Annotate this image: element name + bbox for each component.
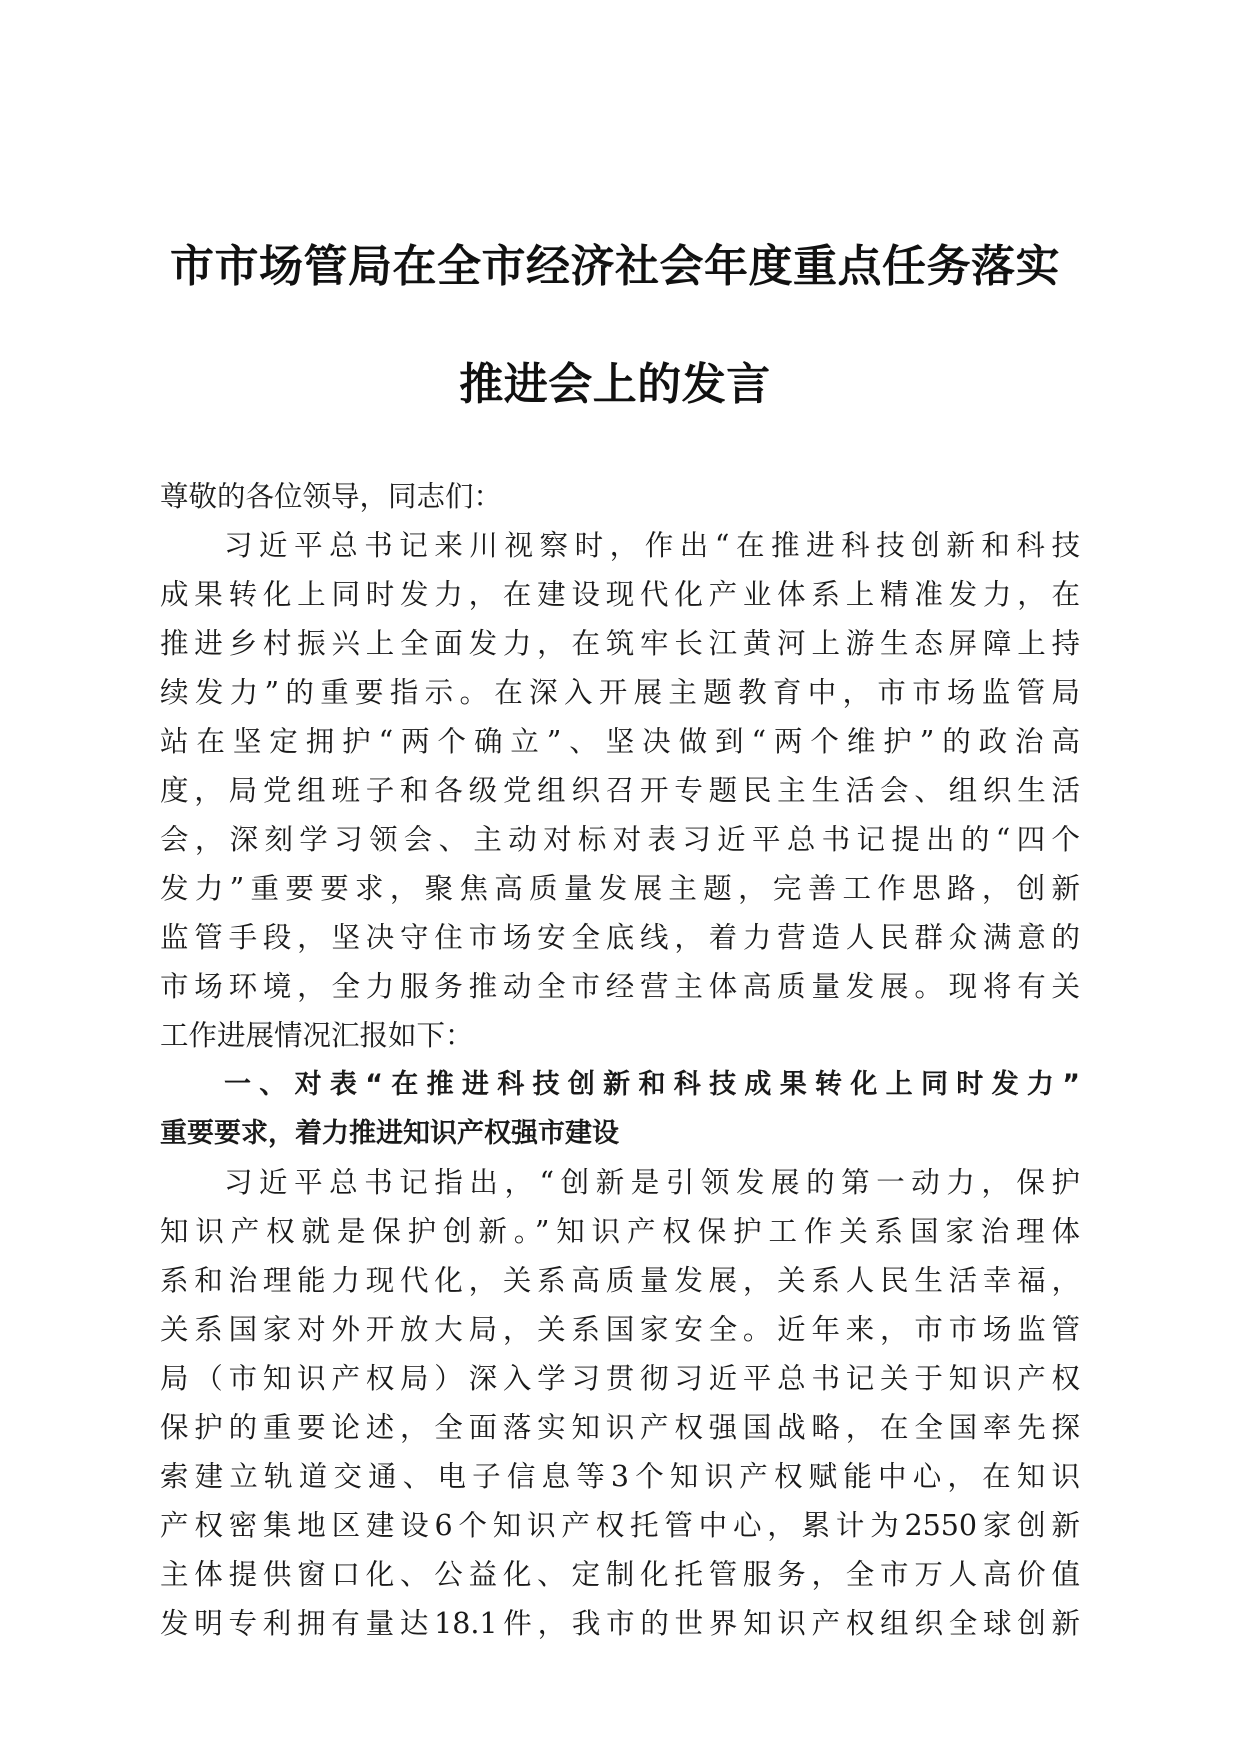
paragraph-line: 市场环境，全力服务推动全市经营主体高质量发展。现将有关: [160, 970, 1080, 1003]
paragraph-line: 索建立轨道交通、电子信息等3个知识产权赋能中心，在知识: [160, 1460, 1080, 1493]
paragraph-line: 产权密集地区建设6个知识产权托管中心，累计为2550家创新: [160, 1509, 1080, 1542]
paragraph-line: 发力”重要要求，聚焦高质量发展主题，完善工作思路，创新: [160, 872, 1080, 905]
section-heading-line-2: 重要要求，着力推进知识产权强市建设: [160, 1118, 619, 1149]
paragraph-line: 习近平总书记来川视察时，作出“在推进科技创新和科技: [224, 529, 1080, 562]
paragraph-line: 保护的重要论述，全面落实知识产权强国战略，在全国率先探: [160, 1411, 1080, 1444]
document-title-line-2: 推进会上的发言: [459, 359, 771, 410]
paragraph-line: 发明专利拥有量达18.1件，我市的世界知识产权组织全球创新: [160, 1607, 1080, 1640]
paragraph-line: 关系国家对外开放大局，关系国家安全。近年来，市市场监管: [160, 1313, 1080, 1346]
paragraph-line: 续发力”的重要指示。在深入开展主题教育中，市市场监管局: [160, 676, 1080, 709]
paragraph-line: 工作进展情况汇报如下：: [160, 1019, 474, 1052]
paragraph-line: 推进乡村振兴上全面发力，在筑牢长江黄河上游生态屏障上持: [160, 627, 1080, 660]
paragraph-line: 会，深刻学习领会、主动对标对表习近平总书记提出的“四个: [160, 823, 1080, 856]
paragraph-line: 知识产权就是保护创新。”知识产权保护工作关系国家治理体: [160, 1215, 1080, 1248]
paragraph-line: 主体提供窗口化、公益化、定制化托管服务，全市万人高价值: [160, 1558, 1080, 1591]
paragraph-line: 站在坚定拥护“两个确立”、坚决做到“两个维护”的政治高: [160, 725, 1080, 758]
paragraph-line: 成果转化上同时发力，在建设现代化产业体系上精准发力，在: [160, 578, 1080, 611]
document-title-line-1: 市市场管局在全市经济社会年度重点任务落实: [170, 241, 1060, 292]
paragraph-line: 度，局党组班子和各级党组织召开专题民主生活会、组织生活: [160, 774, 1080, 807]
paragraph-line: 局（市知识产权局）深入学习贯彻习近平总书记关于知识产权: [160, 1362, 1080, 1395]
salutation: 尊敬的各位领导，同志们：: [160, 480, 503, 513]
paragraph-line: 系和治理能力现代化，关系高质量发展，关系人民生活幸福，: [160, 1264, 1080, 1297]
paragraph-line: 习近平总书记指出，“创新是引领发展的第一动力，保护: [224, 1166, 1080, 1199]
paragraph-line: 监管手段，坚决守住市场安全底线，着力营造人民群众满意的: [160, 921, 1080, 954]
section-heading-line-1: 一、对表“在推进科技创新和科技成果转化上同时发力”: [224, 1069, 1080, 1100]
